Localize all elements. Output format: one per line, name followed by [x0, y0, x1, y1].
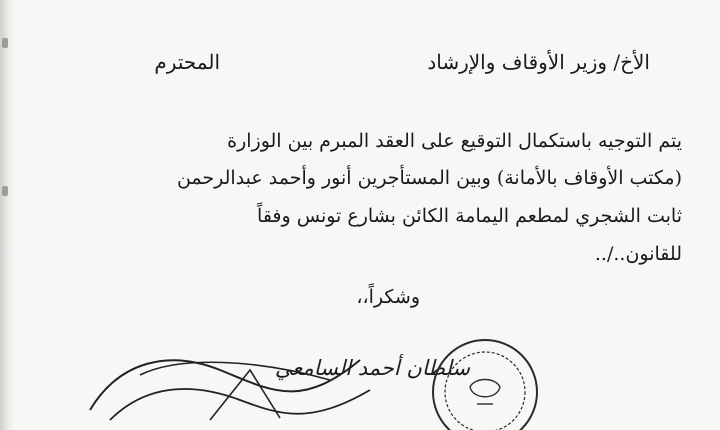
honorific: المحترم	[154, 50, 220, 74]
signature-scribble	[80, 340, 380, 430]
closing-thanks: وشكراً،،	[356, 286, 420, 308]
punch-hole	[2, 186, 8, 196]
body-line: للقانون../..	[594, 243, 682, 265]
addressee-line: الأخ/ وزير الأوقاف والإرشاد	[427, 50, 650, 74]
punch-hole	[2, 38, 8, 48]
paper-edge-shadow	[0, 0, 14, 430]
body-line: (مكتب الأوقاف بالأمانة) وبين المستأجرين أنور وأحمد عبدالرحمن	[176, 167, 682, 189]
official-seal	[425, 332, 545, 430]
body-line: ثابت الشجري لمطعم اليمامة الكائن بشارع تونس وفقاً	[257, 205, 682, 227]
signature-name: سلطان أحمد السامعي	[274, 356, 470, 380]
body-line: يتم التوجيه باستكمال التوقيع على العقد المبرم بين الوزارة	[227, 130, 682, 152]
